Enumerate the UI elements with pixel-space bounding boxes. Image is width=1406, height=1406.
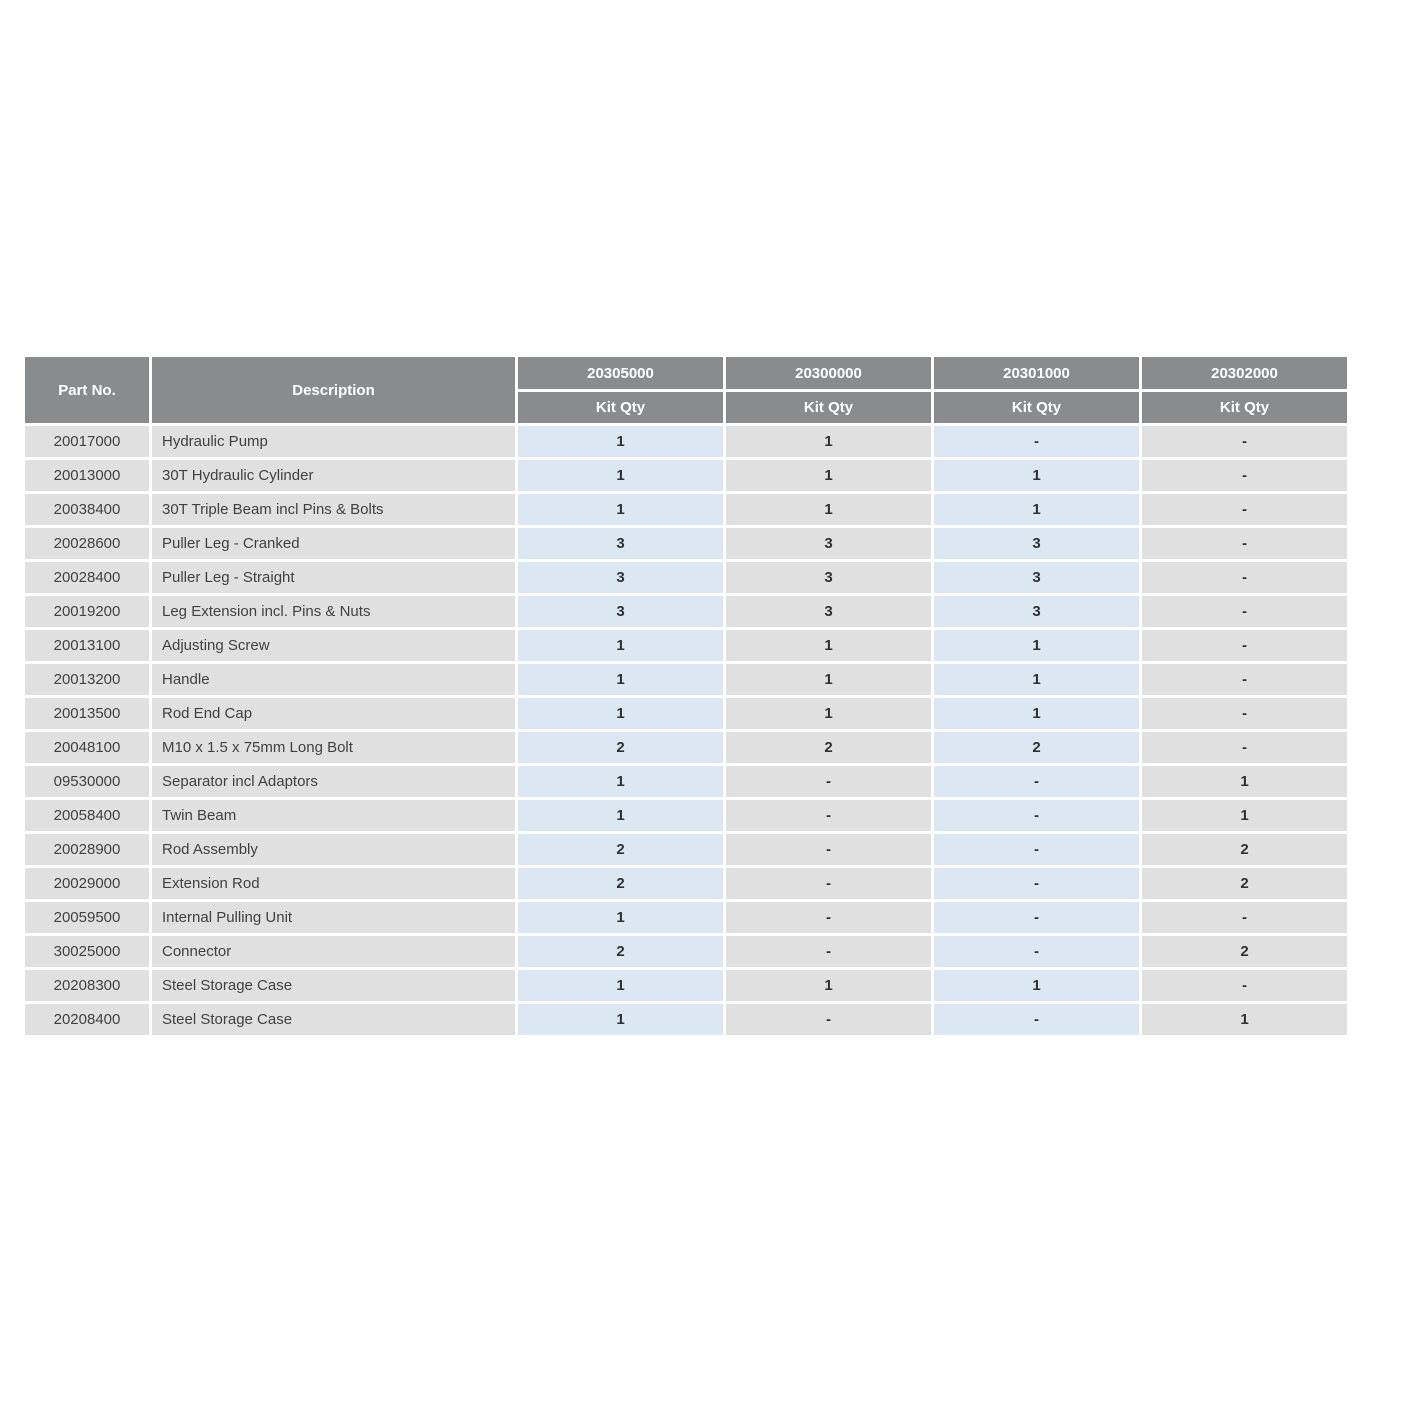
kit-qty-cell: 3: [934, 562, 1139, 593]
kit-qty-cell: 1: [934, 970, 1139, 1001]
description-cell: 30T Hydraulic Cylinder: [152, 460, 515, 491]
kit-qty-cell: -: [726, 766, 931, 797]
table-row: [25, 834, 1347, 865]
kit-qty-cell: 1: [726, 426, 931, 457]
kit-qty-cell: 2: [1142, 936, 1347, 967]
kit-qty-cell: 1: [518, 1004, 723, 1035]
kit-qty-cell: 1: [934, 630, 1139, 661]
kit-qty-cell: -: [934, 902, 1139, 933]
part-no-cell: 20013100: [25, 630, 149, 661]
table-row: [25, 494, 1347, 525]
table-row: [25, 426, 1347, 457]
table-row: [25, 936, 1347, 967]
description-cell: Rod End Cap: [152, 698, 515, 729]
kit-qty-cell: 3: [518, 528, 723, 559]
header-kit-20302000: 20302000: [1142, 357, 1347, 389]
description-cell: Steel Storage Case: [152, 1004, 515, 1035]
kit-qty-cell: 1: [518, 902, 723, 933]
kit-qty-cell: 2: [1142, 834, 1347, 865]
part-no-cell: 30025000: [25, 936, 149, 967]
kit-qty-cell: -: [726, 800, 931, 831]
kit-qty-cell: 1: [726, 698, 931, 729]
part-no-cell: 20038400: [25, 494, 149, 525]
table-row: [25, 766, 1347, 797]
kit-qty-cell: -: [934, 1004, 1139, 1035]
header-kit-qty-4: Kit Qty: [1142, 392, 1347, 423]
table-row: [25, 664, 1347, 695]
kit-qty-cell: -: [1142, 664, 1347, 695]
part-no-cell: 20059500: [25, 902, 149, 933]
kit-qty-cell: 1: [518, 800, 723, 831]
description-cell: Extension Rod: [152, 868, 515, 899]
description-cell: Puller Leg - Straight: [152, 562, 515, 593]
kit-qty-cell: 1: [518, 766, 723, 797]
table-row: [25, 528, 1347, 559]
kit-qty-cell: 2: [518, 868, 723, 899]
kit-qty-cell: -: [934, 834, 1139, 865]
header-part-no: Part No.: [25, 357, 149, 423]
kit-qty-cell: -: [1142, 902, 1347, 933]
description-cell: Leg Extension incl. Pins & Nuts: [152, 596, 515, 627]
part-no-cell: 20208400: [25, 1004, 149, 1035]
table-row: [25, 630, 1347, 661]
part-no-cell: 20029000: [25, 868, 149, 899]
kit-qty-cell: 3: [726, 528, 931, 559]
part-no-cell: 20058400: [25, 800, 149, 831]
kit-qty-cell: 3: [726, 596, 931, 627]
part-no-cell: 20013500: [25, 698, 149, 729]
kit-qty-cell: -: [1142, 528, 1347, 559]
description-cell: 30T Triple Beam incl Pins & Bolts: [152, 494, 515, 525]
header-description: Description: [152, 357, 515, 423]
table-header: [25, 357, 1347, 423]
header-kit-20305000: 20305000: [518, 357, 723, 389]
kit-qty-cell: -: [934, 800, 1139, 831]
kit-qty-cell: 2: [518, 834, 723, 865]
kit-qty-cell: -: [1142, 562, 1347, 593]
table-body: [25, 426, 1347, 1035]
kit-qty-cell: 1: [518, 698, 723, 729]
description-cell: Adjusting Screw: [152, 630, 515, 661]
kit-qty-cell: -: [934, 936, 1139, 967]
table-row: [25, 868, 1347, 899]
header-row-kits: [25, 357, 1347, 389]
description-cell: Hydraulic Pump: [152, 426, 515, 457]
table-row: [25, 562, 1347, 593]
kit-qty-cell: 1: [726, 460, 931, 491]
kit-qty-cell: 3: [934, 528, 1139, 559]
kit-qty-cell: 2: [1142, 868, 1347, 899]
kit-qty-cell: 1: [934, 460, 1139, 491]
header-kit-20301000: 20301000: [934, 357, 1139, 389]
header-kit-qty-2: Kit Qty: [726, 392, 931, 423]
part-no-cell: 20208300: [25, 970, 149, 1001]
kit-qty-cell: -: [726, 834, 931, 865]
kit-qty-cell: 1: [518, 630, 723, 661]
document-page: [22, 354, 1350, 1038]
header-kit-20300000: 20300000: [726, 357, 931, 389]
part-no-cell: 20013000: [25, 460, 149, 491]
kit-qty-cell: -: [726, 868, 931, 899]
kit-qty-cell: -: [1142, 460, 1347, 491]
part-no-cell: 20013200: [25, 664, 149, 695]
kit-qty-cell: -: [1142, 426, 1347, 457]
kit-qty-cell: 1: [934, 698, 1139, 729]
header-kit-qty-3: Kit Qty: [934, 392, 1139, 423]
description-cell: Twin Beam: [152, 800, 515, 831]
kit-qty-cell: 3: [518, 596, 723, 627]
description-cell: Connector: [152, 936, 515, 967]
kit-qty-cell: -: [934, 426, 1139, 457]
kit-qty-cell: 1: [934, 494, 1139, 525]
kit-qty-cell: -: [1142, 970, 1347, 1001]
kit-qty-cell: 2: [934, 732, 1139, 763]
kit-qty-cell: -: [934, 766, 1139, 797]
description-cell: Separator incl Adaptors: [152, 766, 515, 797]
kit-qty-cell: 2: [518, 936, 723, 967]
kit-qty-cell: -: [726, 902, 931, 933]
kit-qty-cell: 1: [726, 630, 931, 661]
kit-qty-cell: 2: [726, 732, 931, 763]
description-cell: Puller Leg - Cranked: [152, 528, 515, 559]
part-no-cell: 20028600: [25, 528, 149, 559]
part-no-cell: 20028400: [25, 562, 149, 593]
part-no-cell: 09530000: [25, 766, 149, 797]
kit-qty-cell: 1: [518, 494, 723, 525]
table-row: [25, 460, 1347, 491]
table-row: [25, 596, 1347, 627]
part-no-cell: 20028900: [25, 834, 149, 865]
kit-qty-cell: 1: [518, 426, 723, 457]
description-cell: Handle: [152, 664, 515, 695]
table-row: [25, 698, 1347, 729]
kit-qty-cell: -: [934, 868, 1139, 899]
part-no-cell: 20019200: [25, 596, 149, 627]
header-kit-qty-1: Kit Qty: [518, 392, 723, 423]
kit-qty-cell: -: [1142, 494, 1347, 525]
table-row: [25, 1004, 1347, 1035]
kit-qty-cell: 3: [726, 562, 931, 593]
part-no-cell: 20048100: [25, 732, 149, 763]
kit-qty-cell: 1: [518, 970, 723, 1001]
kit-qty-cell: 1: [726, 494, 931, 525]
kit-qty-cell: -: [1142, 596, 1347, 627]
kit-qty-cell: 1: [518, 664, 723, 695]
table-row: [25, 800, 1347, 831]
kit-qty-cell: -: [1142, 630, 1347, 661]
kit-qty-cell: 1: [726, 970, 931, 1001]
kit-qty-cell: -: [1142, 698, 1347, 729]
description-cell: M10 x 1.5 x 75mm Long Bolt: [152, 732, 515, 763]
kit-qty-cell: 2: [518, 732, 723, 763]
kit-qty-cell: 1: [1142, 766, 1347, 797]
description-cell: Steel Storage Case: [152, 970, 515, 1001]
description-cell: Internal Pulling Unit: [152, 902, 515, 933]
table-row: [25, 902, 1347, 933]
kit-qty-cell: 1: [934, 664, 1139, 695]
kit-qty-cell: -: [1142, 732, 1347, 763]
kit-qty-cell: 3: [934, 596, 1139, 627]
kit-qty-cell: 1: [518, 460, 723, 491]
kit-qty-cell: -: [726, 1004, 931, 1035]
table-row: [25, 970, 1347, 1001]
kit-qty-cell: 3: [518, 562, 723, 593]
table-row: [25, 732, 1347, 763]
kit-qty-cell: -: [726, 936, 931, 967]
part-no-cell: 20017000: [25, 426, 149, 457]
kit-qty-cell: 1: [726, 664, 931, 695]
kit-qty-cell: 1: [1142, 800, 1347, 831]
kit-qty-cell: 1: [1142, 1004, 1347, 1035]
parts-table: [22, 354, 1350, 1038]
description-cell: Rod Assembly: [152, 834, 515, 865]
